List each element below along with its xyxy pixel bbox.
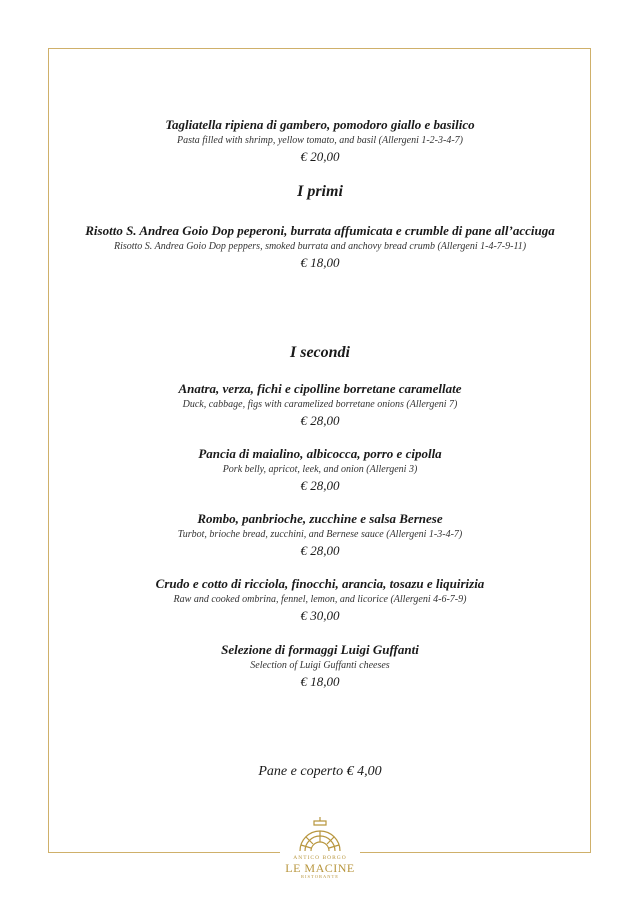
cover-charge — [0, 763, 640, 781]
dish-name: Selezione di formaggi Luigi Guffanti — [221, 642, 419, 657]
dish-price: € 28,00 — [300, 413, 340, 428]
logo-line1: ANTICO BORGO — [293, 855, 347, 861]
dish-item — [0, 510, 640, 559]
dish-description: Raw and cooked ombrina, fennel, lemon, and licorice (Allergeni 4-6-7-9) — [173, 594, 467, 605]
dish-description: Selection of Luigi Guffanti cheeses — [250, 660, 390, 671]
dish-price: € 28,00 — [300, 478, 340, 493]
dish-name: Anatra, verza, fichi e cipolline borretane caramellate — [178, 381, 462, 396]
dish-name: Rombo, panbrioche, zucchine e salsa Bernese — [197, 511, 443, 526]
logo-line2: LE MACINE — [285, 861, 355, 875]
dish-description: Pork belly, apricot, leek, and onion (Allergeni 3) — [222, 464, 418, 475]
dish-item — [0, 116, 640, 165]
dish-name: Tagliatella ripiena di gambero, pomodoro giallo e basilico — [165, 117, 475, 132]
logo-line3: RISTORANTE — [301, 874, 339, 879]
dish-item — [0, 445, 640, 494]
dish-price: € 28,00 — [300, 543, 340, 558]
section-title: I primi — [297, 183, 343, 200]
mill-wheel-icon — [297, 815, 343, 855]
dish-description: Pasta filled with shrimp, yellow tomato, and basil (Allergeni 1-2-3-4-7) — [177, 135, 463, 146]
dish-name: Crudo e cotto di ricciola, finocchi, arancia, tosazu e liquirizia — [155, 576, 485, 591]
restaurant-logo — [280, 815, 360, 881]
dish-item — [0, 380, 640, 429]
dish-description: Duck, cabbage, figs with caramelized borretane onions (Allergeni 7) — [182, 399, 458, 410]
section-title-primi — [0, 182, 640, 202]
dish-description: Turbot, brioche bread, zucchini, and Bernese sauce (Allergeni 1-3-4-7) — [177, 529, 463, 540]
dish-price: € 30,00 — [300, 608, 340, 623]
dish-item — [0, 222, 640, 271]
dish-price: € 20,00 — [300, 149, 340, 164]
cover-charge-text: Pane e coperto € 4,00 — [258, 764, 382, 779]
dish-name: Risotto S. Andrea Goio Dop peperoni, burrata affumicata e crumble di pane all’acciuga — [85, 223, 555, 238]
section-title: I secondi — [290, 344, 350, 361]
section-title-secondi — [0, 343, 640, 363]
dish-item — [0, 641, 640, 690]
dish-description: Risotto S. Andrea Goio Dop peppers, smoked burrata and anchovy bread crumb (Allergeni 1-4-7-9-11) — [113, 241, 527, 252]
dish-name: Pancia di maialino, albicocca, porro e cipolla — [198, 446, 442, 461]
dish-price: € 18,00 — [300, 255, 340, 270]
dish-price: € 18,00 — [300, 674, 340, 689]
dish-item — [0, 575, 640, 624]
